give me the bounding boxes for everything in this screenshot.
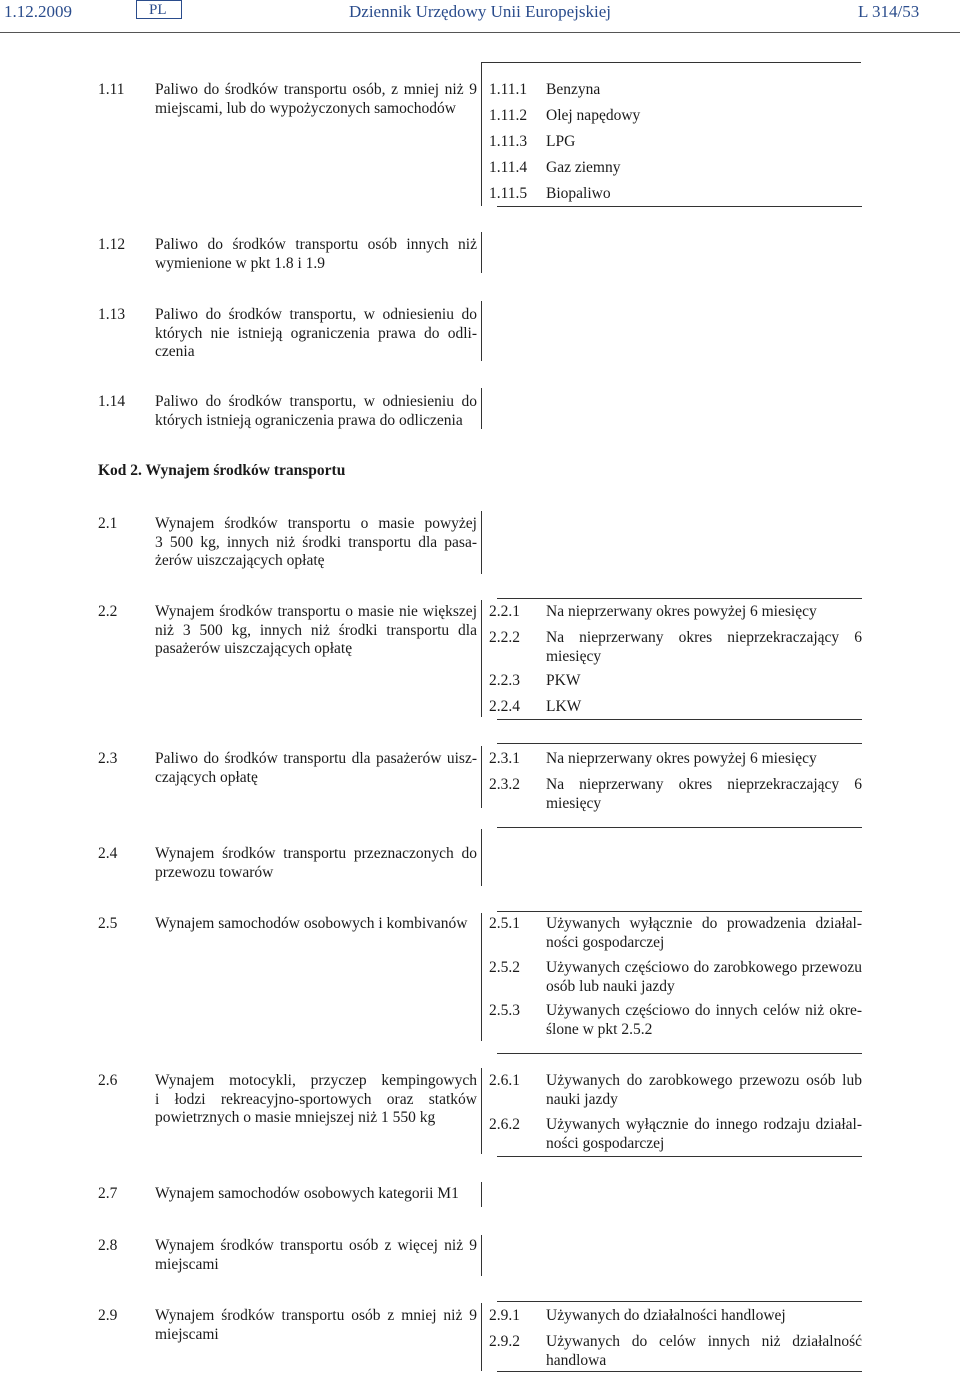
subrow-description: Na nieprzerwany okres nieprzekraczający 6 miesięcy <box>546 776 862 812</box>
subrow-code: 1.11.2 <box>489 107 528 124</box>
row-code: 2.8 <box>98 1237 118 1254</box>
row-rule <box>497 911 862 912</box>
subrow-code: 2.3.2 <box>489 776 520 793</box>
publication-date: 1.12.2009 <box>4 2 72 21</box>
row-code: 2.3 <box>98 750 118 767</box>
row-code: 2.9 <box>98 1307 118 1324</box>
column-divider <box>481 829 482 886</box>
subrow-description: Używanych do działalności handlowej <box>546 1307 786 1324</box>
column-divider <box>481 600 482 717</box>
subrow-description: Używanych częściowo do zarobkowego przewozu osób lub nauki jazdy <box>546 959 862 995</box>
subrow-code: 2.6.1 <box>489 1072 520 1089</box>
subrow-description: Używanych do celów innych niż działalność handlowa <box>546 1333 862 1369</box>
language-badge: PL <box>136 0 182 19</box>
subrow-description: Gaz ziemny <box>546 159 621 176</box>
row-description: Wynajem środków transportu przeznaczonych do przewozu towarów <box>155 845 477 881</box>
column-divider <box>481 301 482 361</box>
row-description: Paliwo do środków transportu dla pasażerów uisz- czających opłatę <box>155 750 477 786</box>
subrow-description: LPG <box>546 133 576 150</box>
subrow-code: 1.11.1 <box>489 81 528 98</box>
column-divider <box>481 746 482 808</box>
row-description: Wynajem samochodów osobowych kategorii M1 <box>155 1185 459 1202</box>
section-title: Kod 2. Wynajem środków transportu <box>98 462 346 479</box>
subrow-code: 2.5.3 <box>489 1002 520 1019</box>
subrow-description: LKW <box>546 698 582 715</box>
row-code: 2.2 <box>98 603 118 620</box>
subrow-description: Używanych wyłącznie do prowadzenia działal- ności gospodarczej <box>546 915 862 951</box>
column-divider <box>481 913 482 1041</box>
row-description: Wynajem środków transportu osób z mniej niż 9 miejscami <box>155 1307 477 1343</box>
subrow-description: Na nieprzerwany okres powyżej 6 miesięcy <box>546 750 817 767</box>
column-divider <box>481 1235 482 1276</box>
row-code: 2.7 <box>98 1185 118 1202</box>
row-rule <box>497 1301 862 1302</box>
row-description: Wynajem środków transportu osób z więcej niż 9 miejscami <box>155 1237 477 1273</box>
subrow-description: Używanych częściowo do innych celów niż okre- ślone w pkt 2.5.2 <box>546 1002 862 1038</box>
subrow-code: 2.9.1 <box>489 1307 520 1324</box>
subrow-description: Używanych do zarobkowego przewozu osób lub nauki jazdy <box>546 1072 862 1108</box>
subrow-code: 2.3.1 <box>489 750 520 767</box>
subrow-description: Używanych wyłącznie do innego rodzaju działal- ności gospodarczej <box>546 1116 862 1152</box>
subrow-code: 2.2.3 <box>489 672 520 689</box>
column-divider <box>481 1068 482 1154</box>
subrow-code: 2.2.2 <box>489 629 520 646</box>
row-description: Paliwo do środków transportu, w odniesieniu do których istnieją ograniczenia prawa do odliczenia <box>155 393 477 429</box>
column-divider <box>481 1182 482 1207</box>
row-rule <box>497 1156 862 1157</box>
subrow-code: 2.6.2 <box>489 1116 520 1133</box>
row-code: 1.12 <box>98 236 126 253</box>
journal-title: Dziennik Urzędowy Unii Europejskiej <box>349 2 612 21</box>
subrow-code: 2.2.4 <box>489 698 520 715</box>
row-description: Wynajem samochodów osobowych i kombivanów <box>155 915 468 932</box>
row-code: 2.1 <box>98 515 118 532</box>
row-code: 1.13 <box>98 306 126 323</box>
column-divider <box>481 511 482 574</box>
row-rule <box>497 743 862 744</box>
row-description: Wynajem środków transportu o masie powyżej 3 500 kg, innych niż środki transportu dla pasa- żerów uiszczających opłatę <box>155 515 477 569</box>
column-divider <box>481 232 482 273</box>
subrow-code: 1.11.3 <box>489 133 528 150</box>
column-divider <box>481 388 482 429</box>
row-code: 2.5 <box>98 915 118 932</box>
row-rule <box>497 1053 862 1054</box>
subrow-code: 2.5.2 <box>489 959 520 976</box>
row-rule <box>481 62 861 63</box>
row-description: Paliwo do środków transportu osób innych niż wymienione w pkt 1.8 i 1.9 <box>155 236 477 272</box>
row-rule <box>497 1371 862 1372</box>
subrow-description: Na nieprzerwany okres nieprzekraczający 6 miesięcy <box>546 629 862 665</box>
subrow-description: Benzyna <box>546 81 601 98</box>
subrow-description: Olej napędowy <box>546 107 641 124</box>
column-divider <box>481 1303 482 1371</box>
subrow-description: Biopaliwo <box>546 185 611 202</box>
row-description: Paliwo do środków transportu osób, z mniej niż 9 miejscami, lub do wypożyczonych samochodów <box>155 81 477 117</box>
row-rule <box>497 719 862 720</box>
subrow-code: 1.11.4 <box>489 159 528 176</box>
row-rule <box>497 206 862 207</box>
row-code: 2.6 <box>98 1072 118 1089</box>
subrow-description: PKW <box>546 672 581 689</box>
row-code: 2.4 <box>98 845 118 862</box>
subrow-code: 2.9.2 <box>489 1333 520 1350</box>
subrow-code: 2.2.1 <box>489 603 520 620</box>
subrow-code: 1.11.5 <box>489 185 528 202</box>
subrow-code: 2.5.1 <box>489 915 520 932</box>
column-divider <box>481 62 482 206</box>
row-rule <box>497 827 862 828</box>
row-code: 1.14 <box>98 393 126 410</box>
row-description: Paliwo do środków transportu, w odniesieniu do których nie istnieją ograniczenia prawa do odli- czenia <box>155 306 477 360</box>
subrow-description: Na nieprzerwany okres powyżej 6 miesięcy <box>546 603 817 620</box>
row-code: 1.11 <box>98 81 125 98</box>
page-number: L 314/53 <box>858 2 920 21</box>
row-rule <box>497 598 862 599</box>
row-description: Wynajem środków transportu o masie nie większej niż 3 500 kg, innych niż środki transportu dla pasażerów uiszczających opłatę <box>155 603 477 657</box>
row-description: Wynajem motocykli, przyczep kempingowych i łodzi rekreacyjno-sportowych oraz statków powietrznych o masie mniejszej niż 1 550 kg <box>155 1072 477 1126</box>
